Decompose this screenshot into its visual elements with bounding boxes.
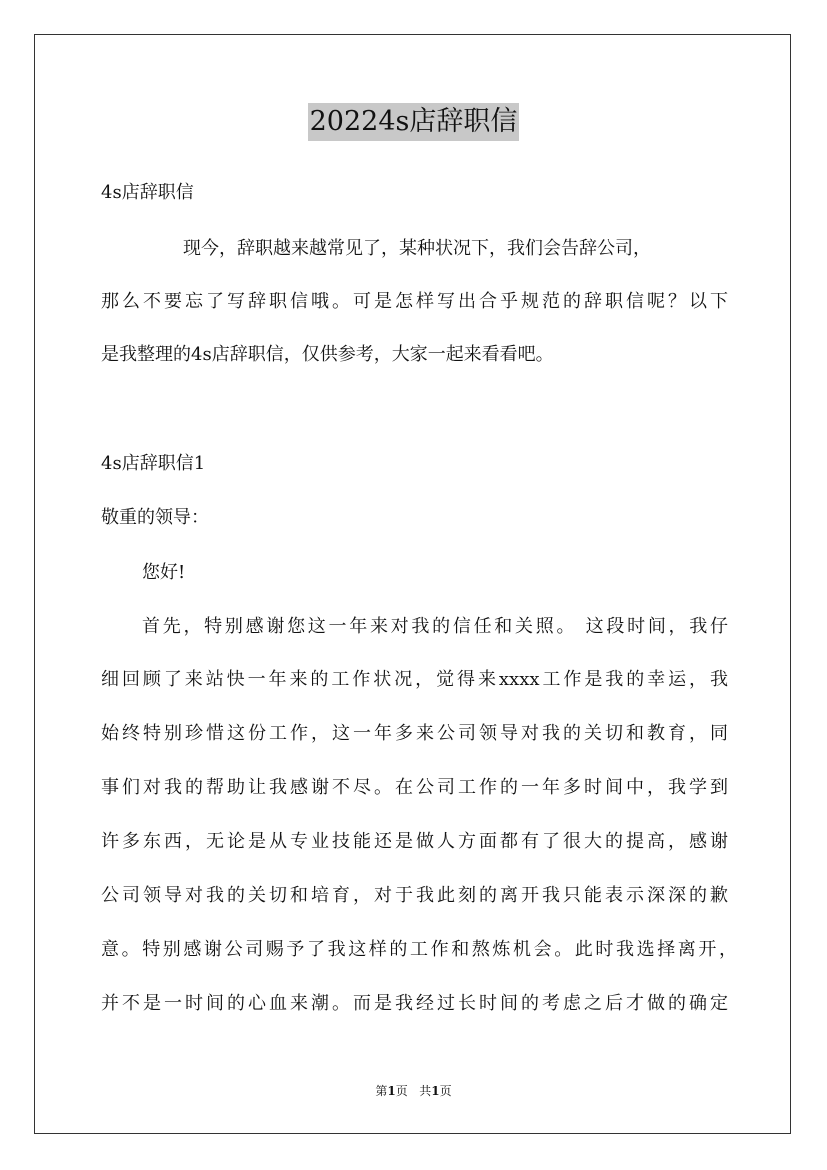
document-subtitle: 4s店辞职信 bbox=[101, 182, 194, 203]
greeting: 您好! bbox=[142, 562, 186, 583]
body-line-8: 并不是一时间的心血来潮。而是我经过长时间的考虑之后才做的确定 bbox=[101, 993, 728, 1014]
footer-total-prefix: 共 bbox=[419, 1084, 432, 1098]
body-line-5: 许多东西，无论是从专业技能还是做人方面都有了很大的提高，感谢 bbox=[101, 831, 728, 852]
footer-total-suffix: 页 bbox=[439, 1084, 452, 1098]
body-line-3: 始终特别珍惜这份工作，这一年多来公司领导对我的关切和教育，同 bbox=[101, 723, 728, 744]
intro-line-3: 是我整理的4s店辞职信，仅供参考，大家一起来看看吧。 bbox=[101, 344, 554, 365]
body-line-4: 事们对我的帮助让我感谢不尽。在公司工作的一年多时间中，我学到 bbox=[101, 777, 728, 798]
document-title: 20224s店辞职信 bbox=[308, 103, 520, 141]
page-footer bbox=[0, 1083, 827, 1099]
body-line-1: 首先，特别感谢您这一年来对我的信任和关照。 这段时间，我仔 bbox=[142, 616, 728, 637]
salutation: 敬重的领导： bbox=[101, 507, 209, 528]
footer-page-suffix: 页 bbox=[395, 1084, 408, 1098]
intro-line-1: 现今，辞职越来越常见了，某种状况下，我们会告辞公司， bbox=[183, 238, 651, 259]
body-line-7: 意。特别感谢公司赐予了我这样的工作和熬炼机会。此时我选择离开， bbox=[101, 939, 737, 960]
footer-page-number: 1 bbox=[387, 1084, 396, 1098]
title-container bbox=[0, 103, 827, 141]
footer-page-prefix: 第 bbox=[375, 1084, 388, 1098]
body-line-6: 公司领导对我的关切和培育，对于我此刻的离开我只能表示深深的歉 bbox=[101, 885, 728, 906]
section-heading: 4s店辞职信1 bbox=[101, 453, 206, 474]
body-line-2: 细回顾了来站快一年来的工作状况，觉得来xxxx工作是我的幸运，我 bbox=[101, 669, 728, 690]
footer-total-pages: 1 bbox=[431, 1084, 440, 1098]
intro-line-2: 那么不要忘了写辞职信哦。可是怎样写出合乎规范的辞职信呢？以下 bbox=[101, 291, 728, 312]
